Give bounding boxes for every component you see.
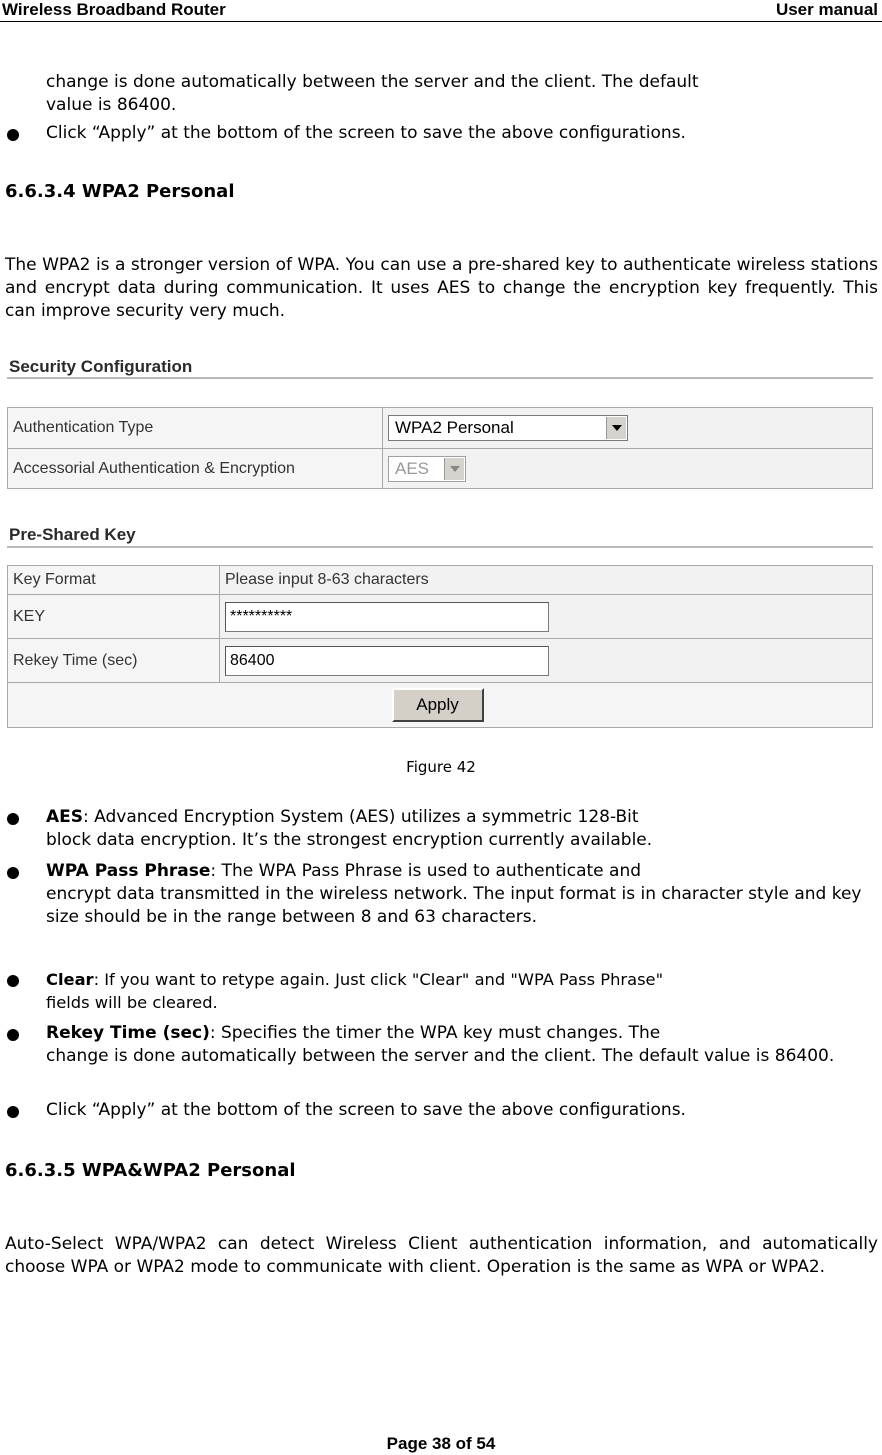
bullet-icon xyxy=(7,1029,19,1041)
bullet-aes xyxy=(46,806,882,852)
figure-caption: Figure 42 xyxy=(406,758,476,776)
bullet-cont: block data encryption. It’s the strongest encryption currently available. xyxy=(46,830,653,850)
bullet-desc: : If you want to retype again. Just click "Clear" and "WPA Pass Phrase" xyxy=(93,970,664,989)
apply-button[interactable]: Apply xyxy=(392,688,484,722)
header-doc-type: User manual xyxy=(775,0,878,19)
section-divider xyxy=(7,546,873,548)
auth-type-selected: WPA2 Personal xyxy=(395,418,514,437)
auth-type-cell xyxy=(383,408,873,449)
bullet-icon xyxy=(7,975,19,987)
bullet-icon xyxy=(7,129,19,141)
table-row xyxy=(8,683,873,728)
continuation-text xyxy=(46,71,880,117)
bullet-term: WPA Pass Phrase xyxy=(46,861,211,881)
security-configuration-figure xyxy=(7,355,875,730)
header-title: Wireless Broadband Router xyxy=(2,0,226,19)
key-format-label: Key Format xyxy=(8,566,220,595)
bullet-cont: fields will be cleared. xyxy=(46,993,218,1012)
wpa-wpa2-intro-paragraph: Auto-Select WPA/WPA2 can detect Wireless Client authentication information, and automatically choose WPA or WPA2 mode to communicate with client. Operation is the same as WPA or WPA2. xyxy=(5,1234,878,1277)
auth-type-label: Authentication Type xyxy=(8,408,383,449)
chevron-down-icon[interactable] xyxy=(444,458,464,480)
bullet-icon xyxy=(7,867,19,879)
pre-shared-key-table xyxy=(7,565,873,728)
section-divider xyxy=(7,377,873,379)
wpa2-intro-paragraph: The WPA2 is a stronger version of WPA. You can use a pre-shared key to authenticate wireless stations and encrypt data during communication. It uses AES to change the encryption key frequently. This can improve security very much. xyxy=(5,255,878,321)
key-label: KEY xyxy=(8,595,220,639)
bullet-term: Rekey Time (sec) xyxy=(46,1023,210,1043)
rekey-time-label: Rekey Time (sec) xyxy=(8,639,220,683)
bullet-icon xyxy=(7,1106,19,1118)
key-input[interactable]: ********** xyxy=(225,602,549,632)
table-row xyxy=(8,595,873,639)
bullet-desc: : Advanced Encryption System (AES) utilizes a symmetric 128-Bit xyxy=(83,807,639,827)
key-cell xyxy=(220,595,873,639)
encryption-select[interactable] xyxy=(388,456,466,482)
security-config-table xyxy=(7,407,873,489)
rekey-cell xyxy=(220,639,873,683)
table-row xyxy=(8,639,873,683)
continuation-line-1: change is done automatically between the server and the client. The default xyxy=(46,72,699,92)
table-row xyxy=(8,566,873,595)
bullet-rekey-time xyxy=(46,1022,882,1068)
bullet-term: Clear xyxy=(46,970,94,989)
page-number: Page 38 of 54 xyxy=(386,1434,496,1453)
accessorial-label: Accessorial Authentication & Encryption xyxy=(8,449,383,489)
continuation-line-2: value is 86400. xyxy=(46,95,177,115)
apply-instruction: Click “Apply” at the bottom of the screen to save the above configurations. xyxy=(46,1100,686,1120)
pre-shared-key-title: Pre-Shared Key xyxy=(9,525,136,544)
bullet-wpa-pass-phrase xyxy=(46,860,882,929)
apply-cell xyxy=(8,683,873,728)
security-configuration-title: Security Configuration xyxy=(9,357,193,376)
rekey-time-input[interactable]: 86400 xyxy=(225,646,549,676)
bullet-icon xyxy=(7,813,19,825)
auth-type-select[interactable] xyxy=(388,415,628,441)
chevron-down-icon[interactable] xyxy=(606,417,626,439)
bullet-desc: : The WPA Pass Phrase is used to authenticate and xyxy=(210,861,642,881)
table-row xyxy=(8,449,873,489)
bullet-cont: encrypt data transmitted in the wireless network. The input format is in character style and key size should be in the range between 8 and 63 characters. xyxy=(46,884,862,927)
accessorial-cell xyxy=(383,449,873,489)
section-heading-wpa-wpa2: 6.6.3.5 WPA&WPA2 Personal xyxy=(5,1160,296,1181)
key-format-value: Please input 8-63 characters xyxy=(220,566,873,595)
table-row xyxy=(8,408,873,449)
apply-instruction-top: Click “Apply” at the bottom of the screen to save the above configurations. xyxy=(46,123,686,143)
bullet-cont: change is done automatically between the server and the client. The default value is 86400. xyxy=(46,1046,835,1066)
bullet-clear xyxy=(46,968,882,1014)
section-heading-wpa2: 6.6.3.4 WPA2 Personal xyxy=(5,181,235,202)
bullet-desc: : Specifies the timer the WPA key must changes. The xyxy=(209,1023,661,1043)
bullet-term: AES xyxy=(46,807,84,827)
encryption-selected: AES xyxy=(395,458,430,478)
page-header xyxy=(0,0,882,22)
